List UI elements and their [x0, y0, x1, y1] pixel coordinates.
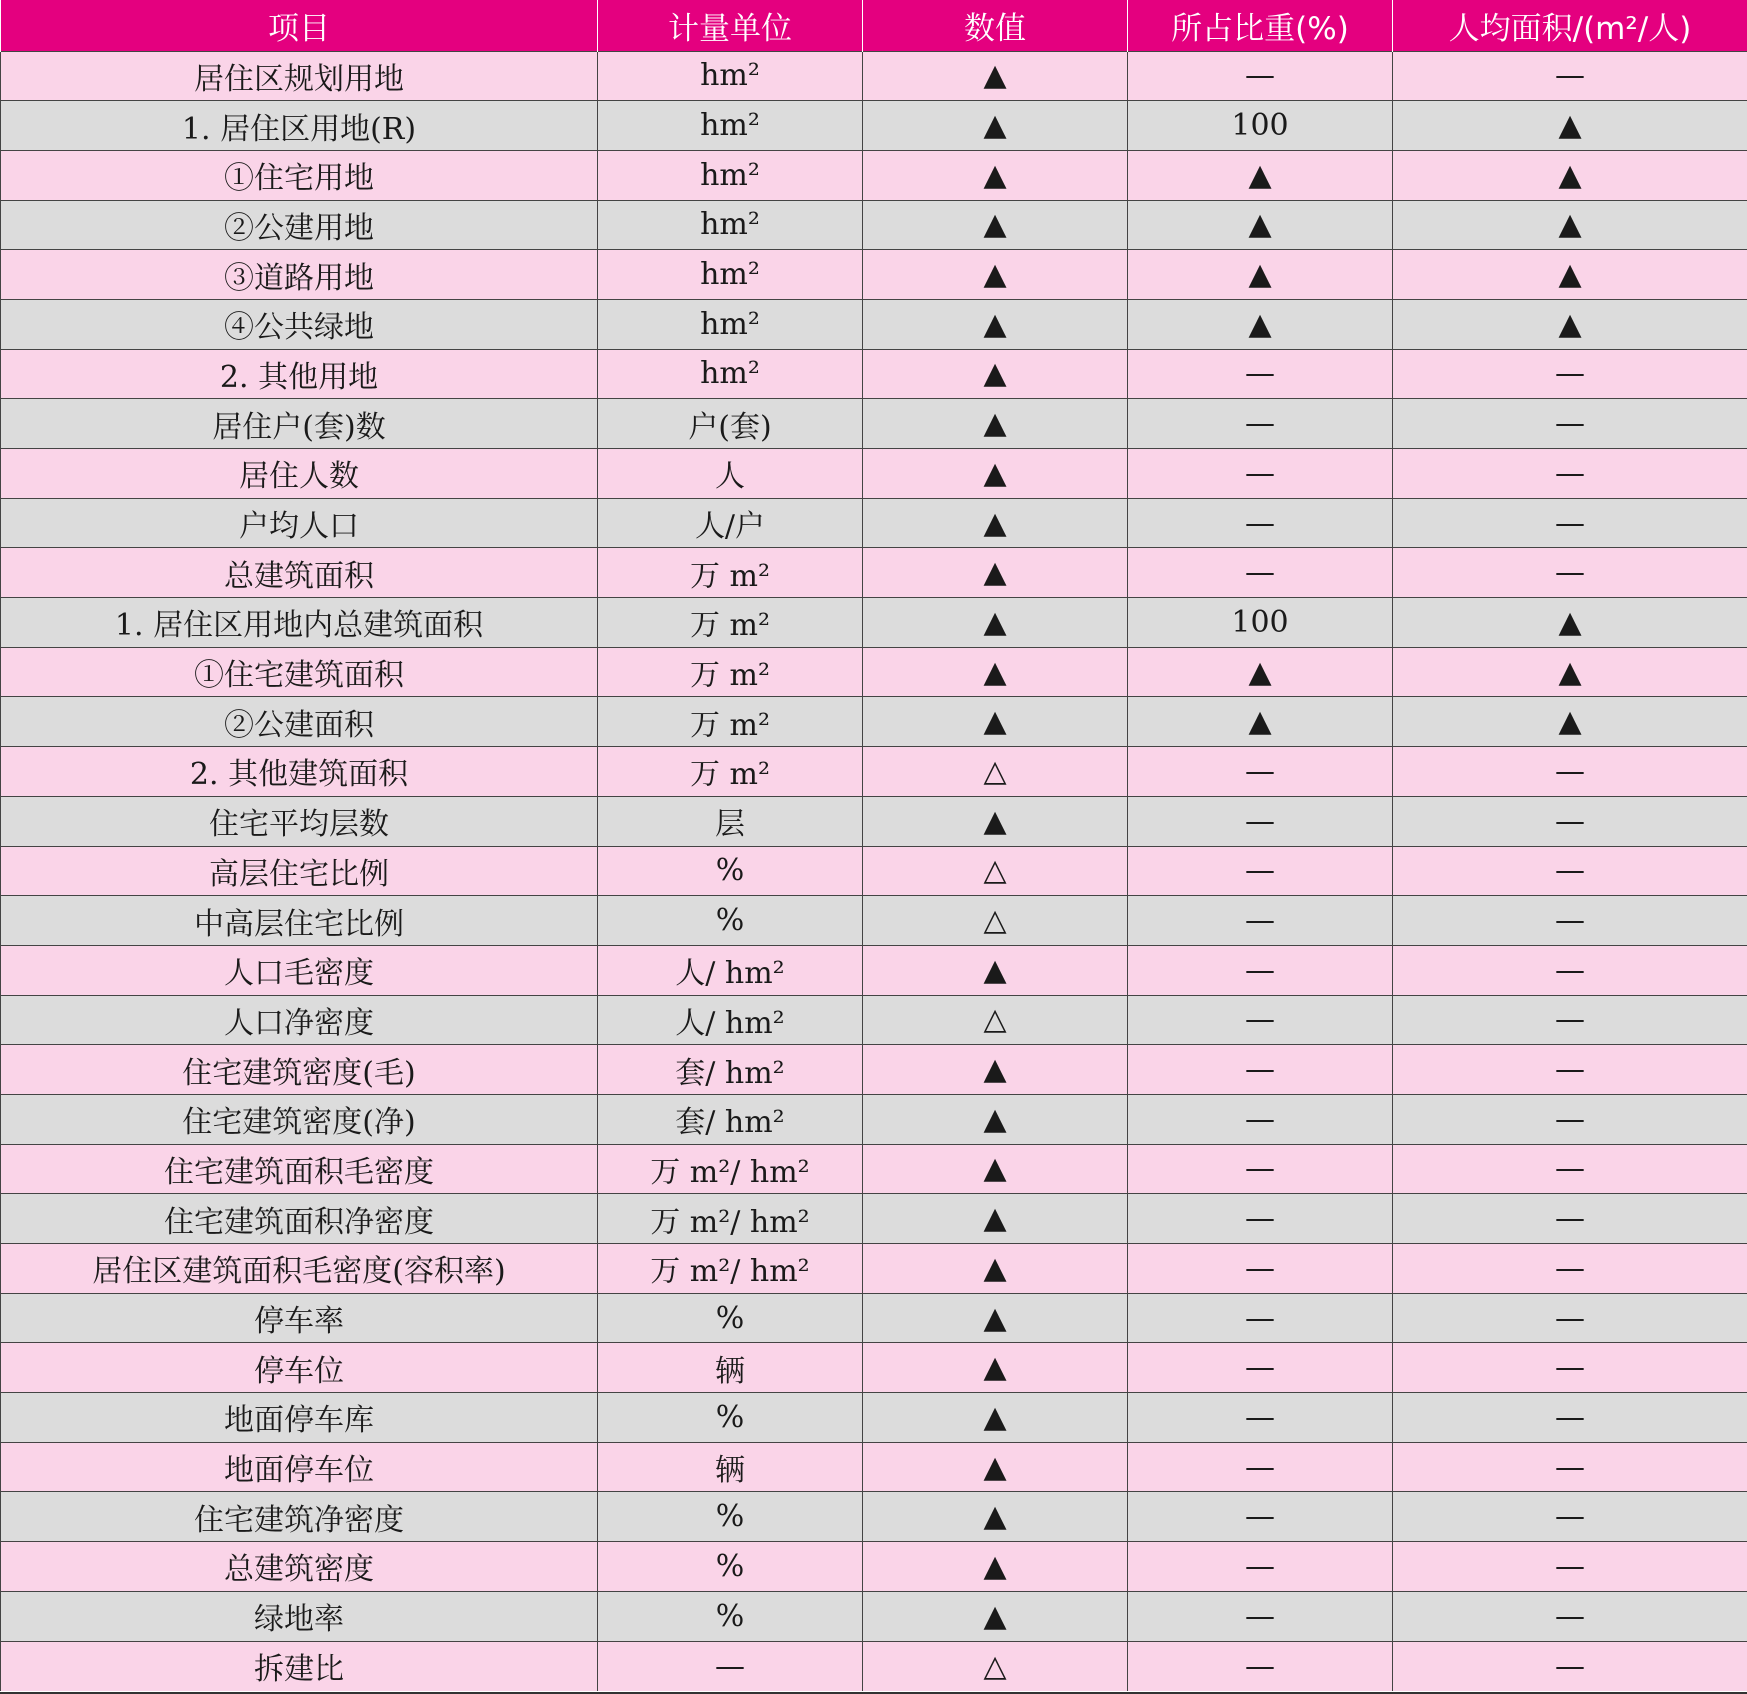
table-row [1, 349, 1747, 399]
cell-item: 居住区建筑面积毛密度(容积率) [1, 1244, 598, 1294]
table-row [1, 896, 1747, 946]
table-row [1, 1641, 1747, 1691]
cell-share: — [1128, 1542, 1393, 1592]
cell-per-capita: — [1393, 1393, 1747, 1443]
cell-value: ▲ [863, 1293, 1128, 1343]
cell-share: ▲ [1128, 647, 1393, 697]
cell-unit: 万 m² [598, 548, 863, 598]
cell-per-capita: — [1393, 1591, 1747, 1641]
table-row [1, 1542, 1747, 1592]
cell-item: 住宅平均层数 [1, 796, 598, 846]
table-row [1, 498, 1747, 548]
table-row [1, 1492, 1747, 1542]
cell-value: ▲ [863, 299, 1128, 349]
header-item: 项目 [1, 0, 598, 51]
cell-item: ①住宅用地 [1, 150, 598, 200]
cell-share: — [1128, 747, 1393, 797]
cell-unit: hm² [598, 250, 863, 300]
cell-value: ▲ [863, 101, 1128, 151]
cell-item: 人口净密度 [1, 995, 598, 1045]
table-row [1, 1144, 1747, 1194]
cell-item: 1. 居住区用地内总建筑面积 [1, 598, 598, 648]
table-row [1, 1194, 1747, 1244]
cell-value: ▲ [863, 399, 1128, 449]
cell-value: ▲ [863, 449, 1128, 499]
cell-per-capita: ▲ [1393, 598, 1747, 648]
cell-unit: 万 m² [598, 747, 863, 797]
cell-value: ▲ [863, 1144, 1128, 1194]
cell-value: ▲ [863, 1591, 1128, 1641]
cell-share: — [1128, 399, 1393, 449]
cell-per-capita: — [1393, 1542, 1747, 1592]
cell-item: 拆建比 [1, 1641, 598, 1691]
cell-item: 人口毛密度 [1, 945, 598, 995]
cell-value: ▲ [863, 1194, 1128, 1244]
cell-per-capita: — [1393, 1442, 1747, 1492]
cell-item: 2. 其他建筑面积 [1, 747, 598, 797]
cell-item: 住宅建筑净密度 [1, 1492, 598, 1542]
cell-item: 停车位 [1, 1343, 598, 1393]
cell-unit: — [598, 1641, 863, 1691]
cell-item: ④公共绿地 [1, 299, 598, 349]
table-row [1, 945, 1747, 995]
cell-value: ▲ [863, 200, 1128, 250]
header-share: 所占比重(%) [1128, 0, 1393, 51]
cell-per-capita: — [1393, 1244, 1747, 1294]
cell-share: — [1128, 1244, 1393, 1294]
cell-unit: % [598, 896, 863, 946]
cell-share: — [1128, 1194, 1393, 1244]
cell-item: 总建筑密度 [1, 1542, 598, 1592]
cell-value: ▲ [863, 150, 1128, 200]
cell-per-capita: — [1393, 1641, 1747, 1691]
cell-share: — [1128, 548, 1393, 598]
cell-item: 中高层住宅比例 [1, 896, 598, 946]
cell-item: 居住区规划用地 [1, 51, 598, 101]
table-row [1, 1293, 1747, 1343]
cell-per-capita: — [1393, 846, 1747, 896]
cell-value: △ [863, 995, 1128, 1045]
cell-per-capita: — [1393, 796, 1747, 846]
cell-share: — [1128, 498, 1393, 548]
cell-per-capita: — [1393, 399, 1747, 449]
cell-item: 1. 居住区用地(R) [1, 101, 598, 151]
cell-share: — [1128, 1293, 1393, 1343]
table-row [1, 1393, 1747, 1443]
cell-unit: % [598, 1542, 863, 1592]
cell-unit: 套/ hm² [598, 1045, 863, 1095]
cell-unit: 万 m² [598, 598, 863, 648]
table-row [1, 1045, 1747, 1095]
cell-item: 停车率 [1, 1293, 598, 1343]
cell-unit: 辆 [598, 1343, 863, 1393]
header-per-capita: 人均面积/(m²/人) [1393, 0, 1747, 51]
cell-item: 住宅建筑面积毛密度 [1, 1144, 598, 1194]
cell-per-capita: — [1393, 1094, 1747, 1144]
table-row [1, 697, 1747, 747]
cell-value: ▲ [863, 498, 1128, 548]
cell-item: 地面停车库 [1, 1393, 598, 1443]
cell-unit: 万 m²/ hm² [598, 1244, 863, 1294]
cell-per-capita: — [1393, 945, 1747, 995]
cell-share: ▲ [1128, 200, 1393, 250]
cell-unit: 人 [598, 449, 863, 499]
cell-per-capita: — [1393, 1045, 1747, 1095]
cell-unit: 万 m²/ hm² [598, 1194, 863, 1244]
table-row [1, 299, 1747, 349]
table-row [1, 995, 1747, 1045]
cell-share: 100 [1128, 598, 1393, 648]
cell-per-capita: ▲ [1393, 200, 1747, 250]
cell-share: — [1128, 1641, 1393, 1691]
cell-unit: % [598, 1393, 863, 1443]
cell-value: ▲ [863, 945, 1128, 995]
cell-item: 住宅建筑密度(毛) [1, 1045, 598, 1095]
cell-share: — [1128, 1045, 1393, 1095]
cell-value: ▲ [863, 548, 1128, 598]
cell-value: ▲ [863, 1244, 1128, 1294]
cell-item: 总建筑面积 [1, 548, 598, 598]
cell-item: 居住户(套)数 [1, 399, 598, 449]
cell-item: 居住人数 [1, 449, 598, 499]
table-row [1, 150, 1747, 200]
cell-share: — [1128, 1094, 1393, 1144]
cell-unit: 辆 [598, 1442, 863, 1492]
cell-item: 2. 其他用地 [1, 349, 598, 399]
cell-item: 住宅建筑密度(净) [1, 1094, 598, 1144]
cell-share: — [1128, 1591, 1393, 1641]
cell-per-capita: — [1393, 349, 1747, 399]
cell-share: — [1128, 1492, 1393, 1542]
cell-item: ②公建用地 [1, 200, 598, 250]
table-row [1, 51, 1747, 101]
table-row [1, 598, 1747, 648]
cell-value: △ [863, 1641, 1128, 1691]
cell-share: — [1128, 896, 1393, 946]
cell-per-capita: — [1393, 1293, 1747, 1343]
cell-item: ①住宅建筑面积 [1, 647, 598, 697]
cell-item: 住宅建筑面积净密度 [1, 1194, 598, 1244]
cell-item: ②公建面积 [1, 697, 598, 747]
cell-share: — [1128, 449, 1393, 499]
cell-value: ▲ [863, 647, 1128, 697]
cell-value: ▲ [863, 598, 1128, 648]
table-row [1, 1591, 1747, 1641]
cell-per-capita: — [1393, 449, 1747, 499]
cell-unit: % [598, 846, 863, 896]
cell-share: — [1128, 846, 1393, 896]
cell-unit: hm² [598, 200, 863, 250]
cell-unit: 万 m² [598, 697, 863, 747]
table-row [1, 647, 1747, 697]
cell-value: ▲ [863, 1094, 1128, 1144]
table-row [1, 1343, 1747, 1393]
cell-value: ▲ [863, 697, 1128, 747]
cell-value: △ [863, 747, 1128, 797]
cell-unit: hm² [598, 101, 863, 151]
cell-unit: hm² [598, 299, 863, 349]
table-row [1, 846, 1747, 896]
table-row [1, 548, 1747, 598]
cell-per-capita: — [1393, 1492, 1747, 1542]
cell-per-capita: ▲ [1393, 697, 1747, 747]
cell-share: — [1128, 995, 1393, 1045]
cell-value: ▲ [863, 1492, 1128, 1542]
cell-unit: 套/ hm² [598, 1094, 863, 1144]
cell-unit: 人/户 [598, 498, 863, 548]
cell-per-capita: ▲ [1393, 150, 1747, 200]
cell-unit: hm² [598, 51, 863, 101]
table-row [1, 796, 1747, 846]
table-row [1, 747, 1747, 797]
table-row [1, 1244, 1747, 1294]
cell-value: △ [863, 846, 1128, 896]
cell-unit: % [598, 1591, 863, 1641]
cell-share: — [1128, 51, 1393, 101]
cell-unit: 户(套) [598, 399, 863, 449]
cell-per-capita: — [1393, 51, 1747, 101]
table-row [1, 200, 1747, 250]
cell-unit: 人/ hm² [598, 945, 863, 995]
cell-unit: % [598, 1492, 863, 1542]
cell-per-capita: ▲ [1393, 647, 1747, 697]
header-value: 数值 [863, 0, 1128, 51]
cell-share: — [1128, 1144, 1393, 1194]
cell-unit: 人/ hm² [598, 995, 863, 1045]
cell-share: ▲ [1128, 299, 1393, 349]
cell-value: ▲ [863, 349, 1128, 399]
cell-unit: 层 [598, 796, 863, 846]
cell-per-capita: — [1393, 1194, 1747, 1244]
cell-unit: hm² [598, 150, 863, 200]
table-row [1, 1094, 1747, 1144]
cell-per-capita: ▲ [1393, 250, 1747, 300]
cell-item: 绿地率 [1, 1591, 598, 1641]
cell-unit: % [598, 1293, 863, 1343]
cell-share: — [1128, 1442, 1393, 1492]
cell-share: — [1128, 1393, 1393, 1443]
table-row [1, 449, 1747, 499]
cell-per-capita: — [1393, 498, 1747, 548]
cell-share: ▲ [1128, 250, 1393, 300]
cell-share: — [1128, 945, 1393, 995]
cell-unit: hm² [598, 349, 863, 399]
cell-item: 户均人口 [1, 498, 598, 548]
cell-per-capita: — [1393, 995, 1747, 1045]
cell-value: ▲ [863, 1442, 1128, 1492]
cell-value: ▲ [863, 250, 1128, 300]
table-body [1, 51, 1747, 1691]
cell-share: ▲ [1128, 150, 1393, 200]
cell-item: 高层住宅比例 [1, 846, 598, 896]
header-unit: 计量单位 [598, 0, 863, 51]
cell-item: 地面停车位 [1, 1442, 598, 1492]
cell-item: ③道路用地 [1, 250, 598, 300]
cell-per-capita: — [1393, 1343, 1747, 1393]
table-row [1, 399, 1747, 449]
cell-value: ▲ [863, 796, 1128, 846]
cell-value: ▲ [863, 1343, 1128, 1393]
table-row [1, 101, 1747, 151]
cell-per-capita: — [1393, 747, 1747, 797]
cell-value: ▲ [863, 1542, 1128, 1592]
table-row [1, 250, 1747, 300]
cell-share: ▲ [1128, 697, 1393, 747]
table-row [1, 1442, 1747, 1492]
cell-per-capita: — [1393, 896, 1747, 946]
table-header-row [1, 0, 1747, 51]
cell-per-capita: ▲ [1393, 299, 1747, 349]
cell-value: △ [863, 896, 1128, 946]
cell-per-capita: — [1393, 548, 1747, 598]
cell-unit: 万 m²/ hm² [598, 1144, 863, 1194]
cell-share: — [1128, 349, 1393, 399]
cell-value: ▲ [863, 1045, 1128, 1095]
cell-per-capita: ▲ [1393, 101, 1747, 151]
cell-per-capita: — [1393, 1144, 1747, 1194]
cell-value: ▲ [863, 1393, 1128, 1443]
cell-share: — [1128, 1343, 1393, 1393]
cell-unit: 万 m² [598, 647, 863, 697]
cell-value: ▲ [863, 51, 1128, 101]
cell-share: — [1128, 796, 1393, 846]
cell-share: 100 [1128, 101, 1393, 151]
